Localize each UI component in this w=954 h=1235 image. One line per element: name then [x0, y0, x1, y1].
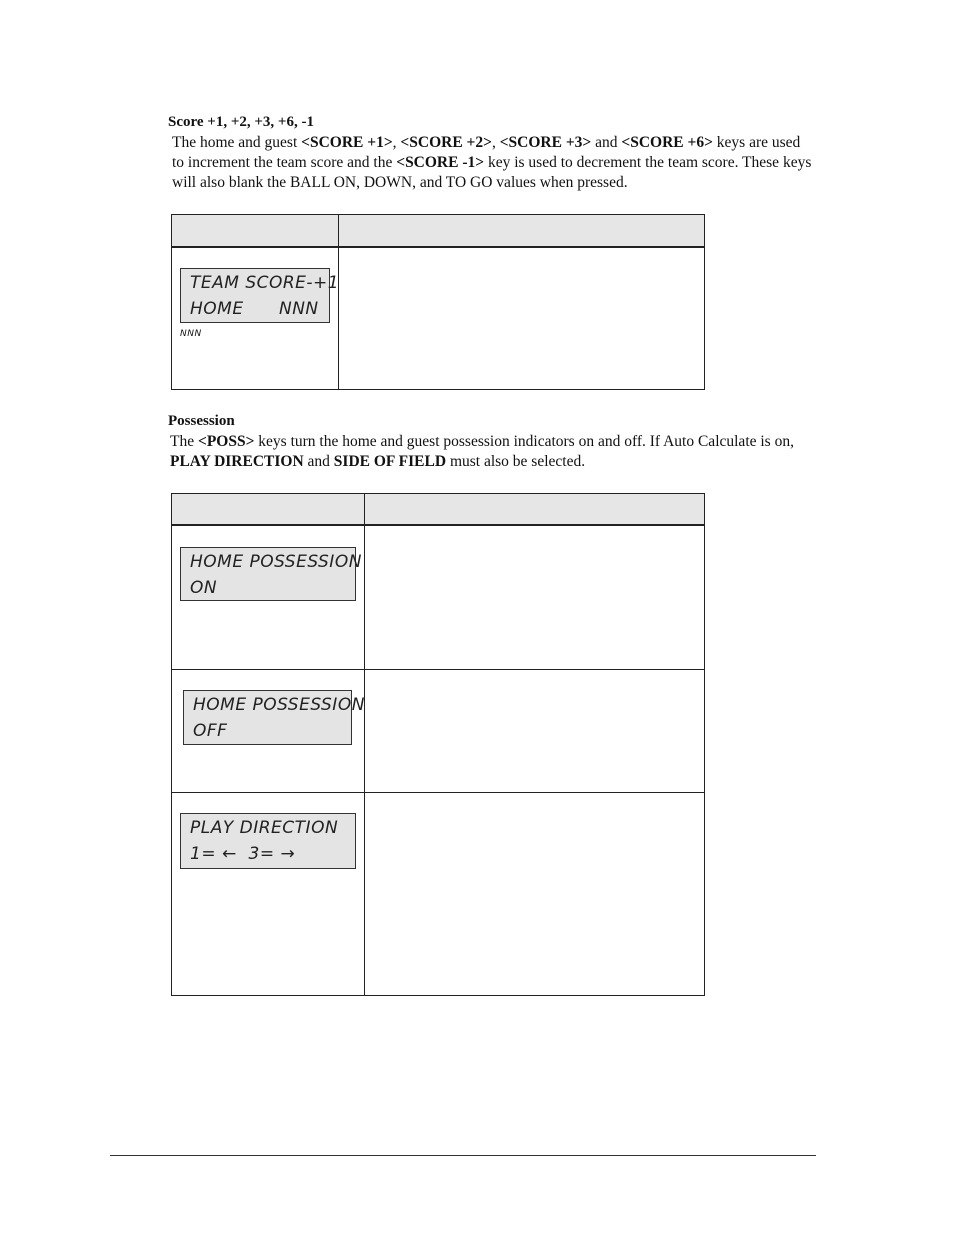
lcd-display-team-score: TEAM SCORE-+1 HOME NNN: [180, 268, 330, 323]
footer-rule: [110, 1155, 816, 1156]
description-cell: [339, 247, 705, 390]
table-header-cell: [172, 494, 365, 525]
lcd-display-play-direction: PLAY DIRECTION 1= ← 3= →: [180, 813, 356, 869]
lcd-note: NNN: [180, 329, 202, 339]
description-cell: [365, 525, 705, 670]
table-header-cell: [365, 494, 705, 525]
section-heading-score: Score +1, +2, +3, +6, -1: [168, 114, 314, 130]
possession-description: The <POSS> keys turn the home and guest possession indicators on and off. If Auto Calculate is on, PLAY DIRECTION and SIDE OF FIELD must also be selected.: [170, 433, 794, 470]
lcd-display-possession-on: HOME POSSESSION ON: [180, 547, 356, 601]
lcd-display-possession-off: HOME POSSESSION OFF: [183, 690, 352, 745]
description-cell: [365, 670, 705, 793]
table-header-cell: [172, 215, 339, 247]
table-header-cell: [339, 215, 705, 247]
description-cell: [365, 793, 705, 996]
score-description: The home and guest <SCORE +1>, <SCORE +2>, <SCORE +3> and <SCORE +6> keys are used to increment the team score and the <SCORE -1> key is used to decrement the team score. These keys will also blank the BALL ON, DOWN, and TO GO values when pressed.: [172, 134, 812, 191]
section-heading-possession: Possession: [168, 413, 235, 429]
